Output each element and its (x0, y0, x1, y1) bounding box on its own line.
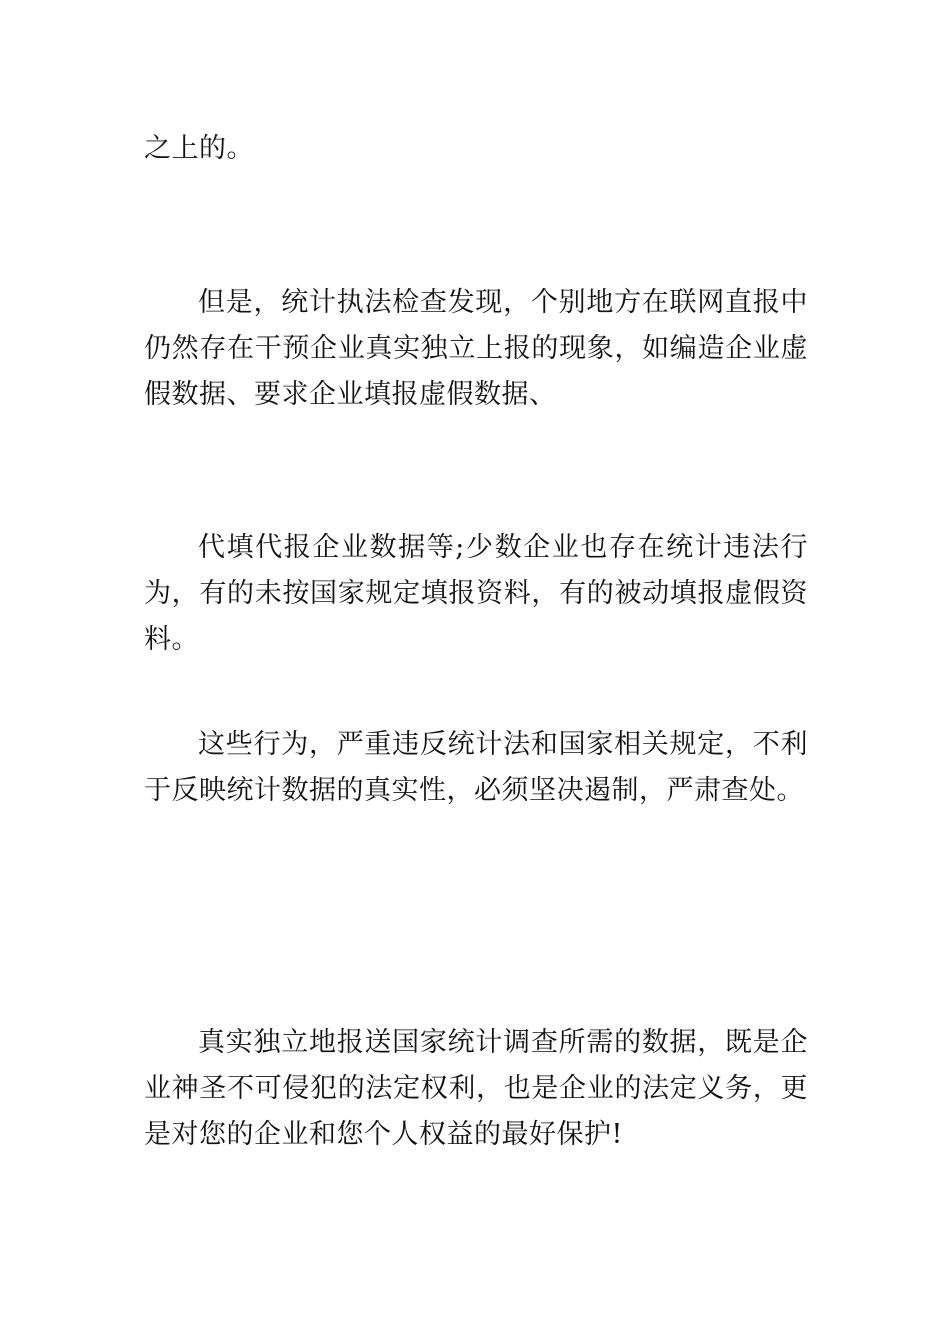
paragraph-consequences: 这些行为，严重违反统计法和国家相关规定，不利于反映统计数据的真实性，必须坚决遏制，严肃查处。 (144, 729, 808, 806)
paragraph-rights-and-duties: 真实独立地报送国家统计调查所需的数据，既是企业神圣不可侵犯的法定权利，也是企业的法定义务，更是对您的企业和您个人权益的最好保护! (144, 1027, 808, 1150)
paragraph-violations-found: 但是，统计执法检查发现，个别地方在联网直报中仍然存在干预企业真实独立上报的现象，如编造企业虚假数据、要求企业填报虚假数据、 (144, 287, 808, 410)
paragraph-enterprise-violations: 代填代报企业数据等;少数企业也存在统计违法行为，有的未按国家规定填报资料，有的被动填报虚假资料。 (144, 532, 808, 655)
paragraph-continuation: 之上的。 (144, 133, 254, 164)
